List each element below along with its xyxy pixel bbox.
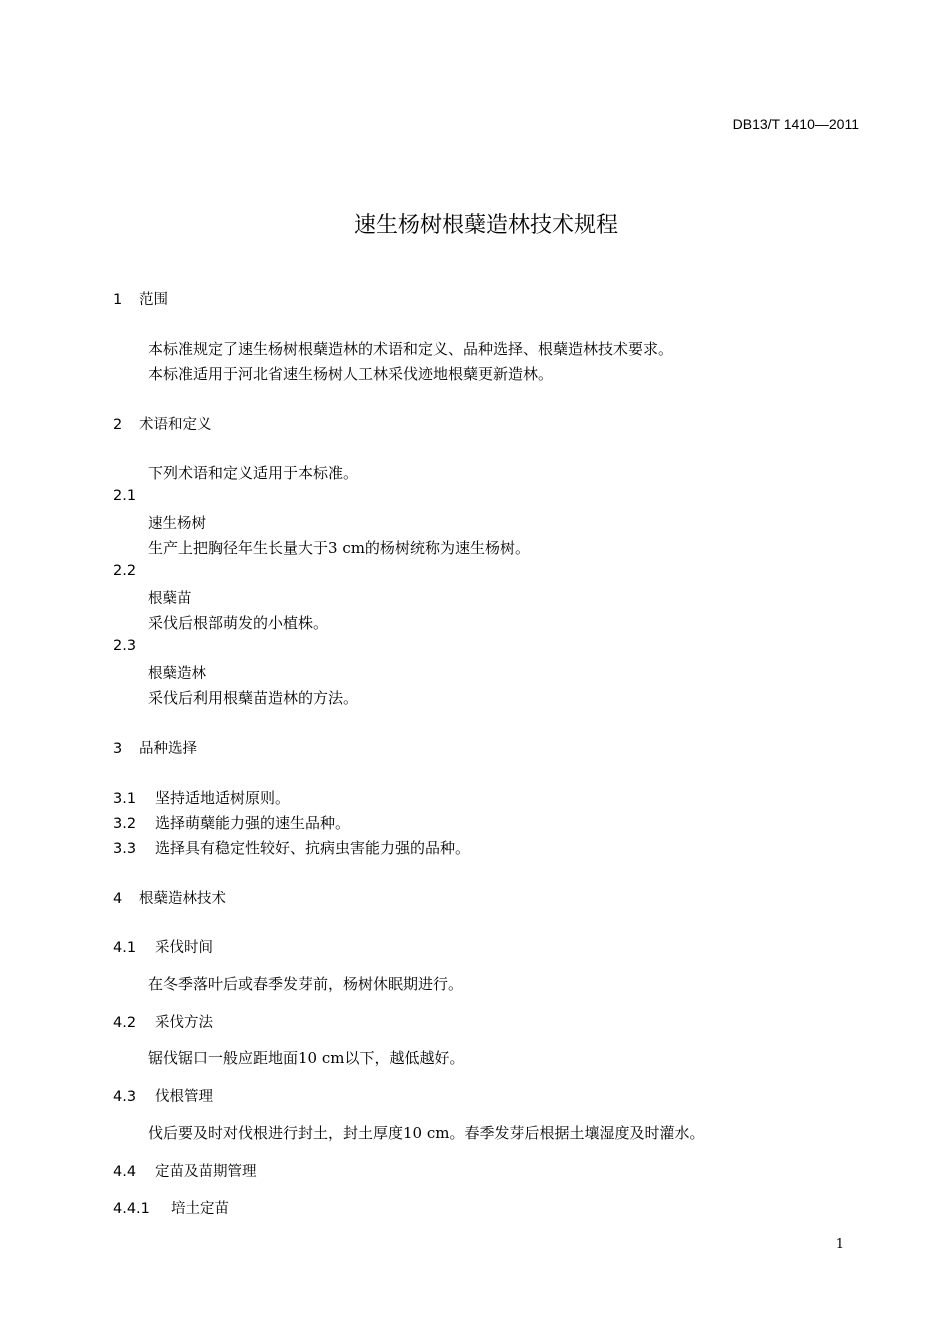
paragraph: 本标准规定了速生杨树根蘖造林的术语和定义、品种选择、根蘖造林技术要求。 — [148, 340, 674, 358]
term-number: 2.3 — [113, 638, 137, 654]
subsection-number: 4.2 — [113, 1015, 137, 1031]
subsection-title: 伐根管理 — [155, 1089, 213, 1105]
paragraph: 伐后要及时对伐根进行封土，封土厚度10 cm。春季发芽后根据土壤湿度及时灌水。 — [148, 1124, 705, 1142]
list-item — [113, 837, 470, 858]
section-heading-1 — [113, 288, 168, 309]
subsection-title: 采伐方法 — [155, 1015, 213, 1031]
section-heading-3 — [113, 737, 197, 758]
subsection-heading — [113, 1011, 213, 1032]
section-number: 2 — [113, 417, 123, 433]
page-number: 1 — [835, 1237, 844, 1252]
item-number: 3.2 — [113, 816, 137, 832]
list-item — [113, 812, 350, 833]
term-name: 速生杨树 — [148, 516, 206, 532]
term-definition: 采伐后根部萌发的小植株。 — [148, 614, 329, 632]
subsection-number: 4.4 — [113, 1164, 137, 1180]
subsubsection-title: 培土定苗 — [171, 1201, 229, 1217]
term-definition: 采伐后利用根蘖苗造林的方法。 — [148, 689, 359, 707]
subsubsection-number: 4.4.1 — [113, 1201, 150, 1217]
section-number: 3 — [113, 741, 123, 757]
section-title: 术语和定义 — [139, 417, 212, 433]
item-text: 坚持适地适树原则。 — [155, 789, 291, 807]
subsection-heading — [113, 1160, 257, 1181]
section-number: 1 — [113, 292, 123, 308]
item-number: 3.3 — [113, 841, 137, 857]
term-name: 根蘖苗 — [148, 591, 192, 607]
subsection-title: 定苗及苗期管理 — [155, 1164, 257, 1180]
subsection-heading — [113, 1085, 213, 1106]
section-heading-4 — [113, 887, 226, 908]
section-title: 范围 — [139, 292, 168, 308]
section-heading-2 — [113, 413, 212, 434]
page-title: 速生杨树根蘖造林技术规程 — [353, 213, 618, 238]
item-number: 3.1 — [113, 791, 137, 807]
term-number: 2.1 — [113, 488, 137, 504]
list-item — [113, 787, 290, 808]
subsection-heading — [113, 936, 213, 957]
document-code: DB13/T 1410—2011 — [732, 116, 859, 132]
term-name: 根蘖造林 — [148, 666, 206, 682]
subsubsection-heading — [113, 1197, 229, 1218]
item-text: 选择萌蘖能力强的速生品种。 — [155, 814, 351, 832]
subsection-number: 4.3 — [113, 1089, 137, 1105]
subsection-title: 采伐时间 — [155, 940, 213, 956]
term-number: 2.2 — [113, 563, 137, 579]
term-definition: 生产上把胸径年生长量大于3 cm的杨树统称为速生杨树。 — [148, 539, 530, 557]
section-title: 根蘖造林技术 — [139, 891, 226, 907]
subsection-number: 4.1 — [113, 940, 137, 956]
section-number: 4 — [113, 891, 123, 907]
paragraph: 下列术语和定义适用于本标准。 — [148, 464, 359, 482]
paragraph: 本标准适用于河北省速生杨树人工林采伐迹地根蘖更新造林。 — [148, 365, 554, 383]
paragraph: 锯伐锯口一般应距地面10 cm以下，越低越好。 — [148, 1049, 465, 1067]
item-text: 选择具有稳定性较好、抗病虫害能力强的品种。 — [155, 839, 471, 857]
paragraph: 在冬季落叶后或春季发芽前，杨树休眠期进行。 — [148, 975, 464, 993]
section-title: 品种选择 — [139, 741, 197, 757]
